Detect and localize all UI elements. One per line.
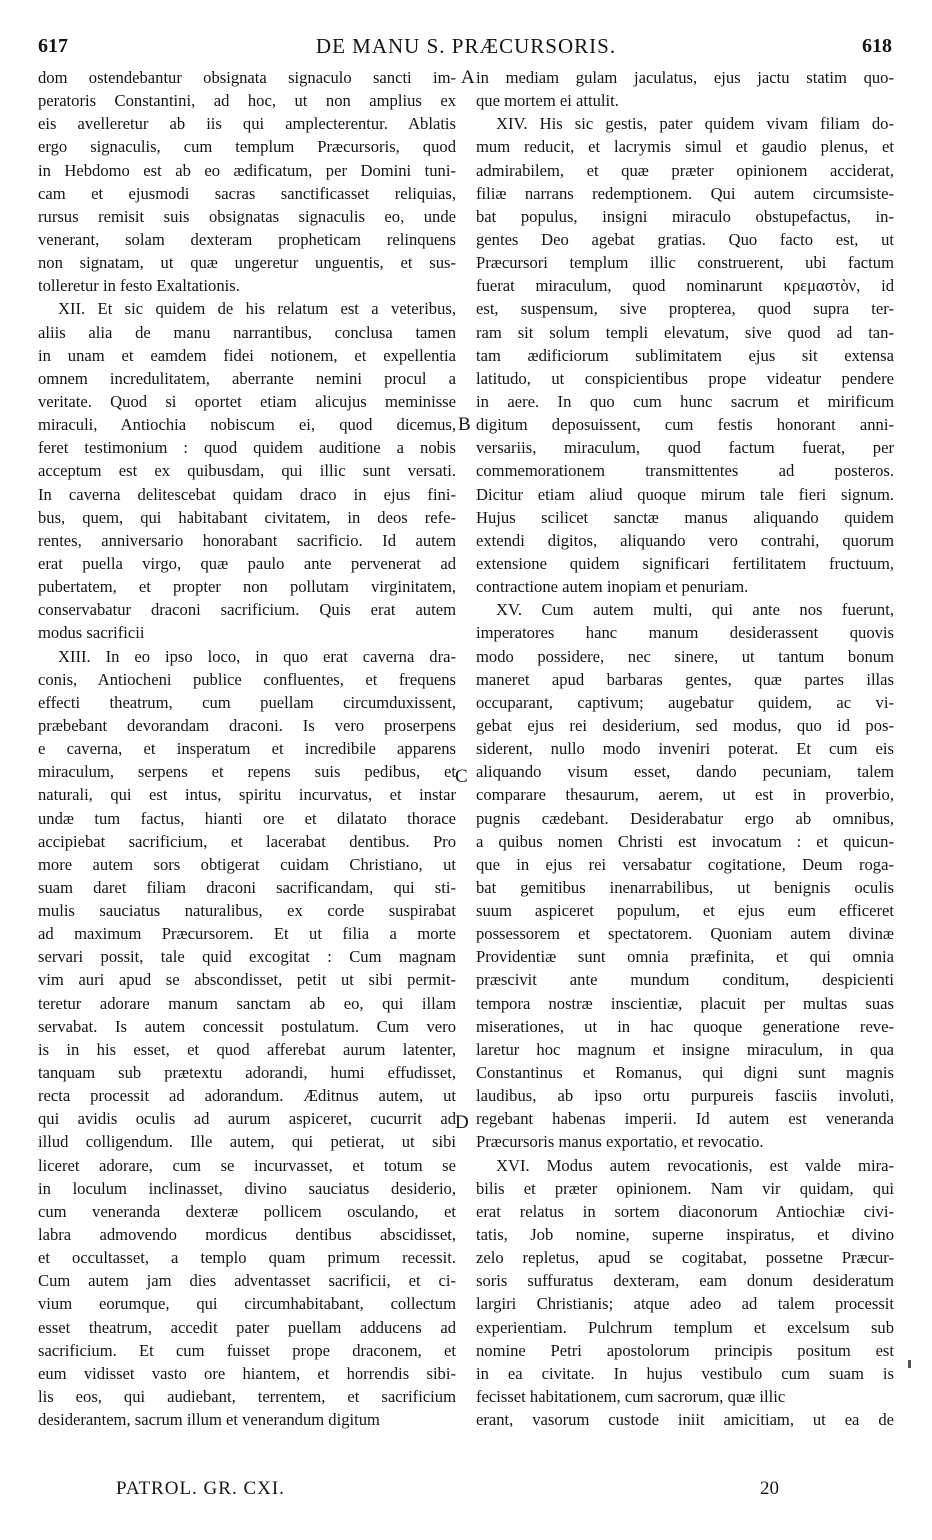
text-line: omnem incredulitatem, aberrante nemini procul a bbox=[38, 368, 456, 388]
text-line: filiæ narrans redemptionem. Qui autem circumsiste- bbox=[476, 183, 894, 203]
text-line: desiderantem, sacrum illum et venerandum digitum bbox=[38, 1410, 380, 1430]
text-line: effecti theatrum, cum puellam circumduxissent, bbox=[38, 692, 456, 712]
margin-marker-a: A bbox=[461, 67, 475, 88]
text-line: miserationes, ut in hac quoque generatione reve- bbox=[476, 1016, 894, 1036]
text-line: Providentiæ sunt omnia præfinita, et qui omnia bbox=[476, 947, 894, 967]
text-line: rentes, anniversario honorabant sacrificio. Id autem bbox=[38, 530, 456, 550]
text-line: que in ejus rei versabatur cogitatione, Deum roga- bbox=[476, 854, 894, 874]
text-line: tatis, Job nomine, superne inspiratus, et divino bbox=[476, 1225, 894, 1245]
text-line: eum vidisset vasto ore hiantem, et horrendis sibi- bbox=[38, 1363, 456, 1383]
text-line: accipiebat sacrificium, et lacerabat dentibus. Pro bbox=[38, 831, 456, 851]
text-line: non signatam, ut quæ ungeretur unguentis, et sus- bbox=[38, 253, 456, 273]
text-line: esset theatrum, accedit pater puellam adducens ad bbox=[38, 1317, 456, 1337]
text-line: In caverna delitescebat quidam draco in ejus fini- bbox=[38, 484, 456, 504]
text-line: possessorem et spectatorem. Quoniam autem divinæ bbox=[476, 924, 894, 944]
text-line: imperatores hanc manum desiderassent quovis bbox=[476, 623, 894, 643]
text-line: Præcursoris manus exportatio, et revocatio. bbox=[476, 1132, 764, 1152]
margin-marker-b: B bbox=[458, 414, 471, 435]
text-line: qui avidis oculis ad aurum aspiceret, cucurrit ad bbox=[38, 1109, 456, 1129]
right-page-number: 618 bbox=[862, 35, 892, 57]
text-line: que mortem ei attulit. bbox=[476, 91, 619, 111]
text-line: gebat ejus rei desiderium, sed modus, quo id pos- bbox=[476, 715, 894, 735]
text-line: sacrificium. Et cum fuisset prope draconem, et bbox=[38, 1340, 456, 1360]
text-line: versariis, miraculum, quod factum fuerat, per bbox=[476, 438, 894, 458]
footer-gathering: 20 bbox=[760, 1478, 779, 1499]
text-line: dom ostendebantur obsignata signaculo sancti im- bbox=[38, 68, 456, 87]
text-line: præbebant devorandam draconi. Is vero proserpens bbox=[38, 715, 456, 735]
text-line: servari possit, tale quid excogitat : Cum magnam bbox=[38, 947, 456, 967]
text-line: erat puella virgo, quæ paulo ante pervenerat ad bbox=[38, 553, 456, 573]
text-line: labra admovendo mordicus dentibus abscidisset, bbox=[38, 1225, 456, 1245]
text-line: more autem sors obtigerat cuidam Christiano, ut bbox=[38, 854, 456, 874]
text-line: admirabilem, et quæ præter opinionem acciderat, bbox=[476, 160, 894, 180]
text-line: is in his esset, et quod afferebat aurum latenter, bbox=[38, 1039, 456, 1059]
text-line: XIV. His sic gestis, pater quidem vivam filiam do- bbox=[496, 114, 894, 134]
text-line: regebant habenas imperii. Id autem est veneranda bbox=[476, 1109, 894, 1129]
text-line: maneret apud barbaras gentes, quæ partes illas bbox=[476, 669, 894, 689]
text-line: Constantinus et Romanus, qui digni sunt magnis bbox=[476, 1063, 894, 1083]
text-line: XVI. Modus autem revocationis, est valde mira- bbox=[496, 1155, 894, 1175]
text-line: contractione autem inopiam et penuriam. bbox=[476, 577, 749, 597]
text-line: Cum autem jam dies adventasset sacrificii, et ci- bbox=[38, 1271, 456, 1291]
text-line: erant, vasorum custode iniit amicitiam, ut ea de bbox=[476, 1410, 894, 1430]
text-line: ergo signaculis, cum templum Præcursoris, quod bbox=[38, 137, 456, 157]
margin-marker-c: C bbox=[455, 766, 468, 787]
text-line: XV. Cum autem multi, qui ante nos fuerunt, bbox=[496, 600, 894, 620]
text-line: et occultasset, a templo quam primum recessit. bbox=[38, 1248, 456, 1268]
text-line: laudibus, ab ipso ortu purpureis fasciis involuti, bbox=[476, 1086, 894, 1106]
text-line: Hujus scilicet sanctæ manus aliquando quidem bbox=[476, 507, 894, 527]
text-line: bus, quem, qui habitabant civitatem, in deos refe- bbox=[38, 507, 456, 527]
text-line: tanquam sub prætextu adorandi, humi effudisset, bbox=[38, 1063, 456, 1083]
text-line: extensione quidem significari fertilitatem fructuum, bbox=[476, 553, 894, 573]
text-line: Dicitur etiam aliud quoque mirum tale fieri signum. bbox=[476, 484, 894, 504]
text-line: modus sacrificii bbox=[38, 623, 145, 643]
text-line: tempora nostræ inscientiæ, placuit per multas suas bbox=[476, 993, 894, 1013]
text-line: miraculi, Antiochia nobiscum ei, quod dicemus, bbox=[38, 415, 456, 435]
text-line: fecisset habitationem, cum sacrorum, quæ illic bbox=[476, 1387, 786, 1407]
text-line: acceptum est ex quibusdam, qui illic sunt versati. bbox=[38, 461, 456, 481]
text-line: tolleretur in festo Exaltationis. bbox=[38, 276, 240, 296]
text-line: XII. Et sic quidem de his relatum est a veteribus, bbox=[58, 299, 456, 319]
text-line: in aere. In quo cum hunc sacrum et mirificum bbox=[476, 391, 894, 411]
text-line: gentes Deo agebat gratias. Quo facto est, ut bbox=[476, 229, 894, 249]
text-line: veritate. Quod si oportet etiam alicujus meminisse bbox=[38, 391, 456, 411]
text-line: venerant, solam dexteram propheticam relinquens bbox=[38, 229, 456, 249]
text-line: laretur hoc magnum et insigne miraculum, in qua bbox=[476, 1039, 894, 1059]
text-line: aliquando visum esset, dando pecuniam, talem bbox=[476, 762, 894, 782]
text-line: ad maximum Præcursorem. Et ut filia a morte bbox=[38, 924, 456, 944]
text-line: vium eorumque, qui circumhabitabant, collectum bbox=[38, 1294, 456, 1314]
text-line: eis avelleretur ab iis qui amplecterentur. Ablatis bbox=[38, 114, 456, 134]
text-line: e caverna, et insperatum et incredibile apparens bbox=[38, 739, 456, 759]
text-line: bat gemitibus inenarrabilibus, ut benignis oculis bbox=[476, 877, 894, 897]
text-line: suum aspiceret populum, et ejus eum efficeret bbox=[476, 901, 894, 921]
text-line: Præcursori templum illic construerent, ubi factum bbox=[476, 253, 894, 273]
text-line: pubertatem, et propter non pollutam virginitatem, bbox=[38, 577, 456, 597]
text-line: rursus remisit suis obsignatas signaculis eo, unde bbox=[38, 206, 456, 226]
text-line: nomine Petri apostolorum principis positum est bbox=[476, 1340, 894, 1360]
text-line: modo possidere, nec sinere, ut tantum bonum bbox=[476, 646, 894, 666]
text-line: latitudo, ut conspicientibus prope videatur pendere bbox=[476, 368, 894, 388]
footer-signature: PATROL. GR. CXI. bbox=[116, 1478, 285, 1499]
text-line: a quibus nomen Christi est invocatum : et quicun- bbox=[476, 831, 894, 851]
text-line: teretur adorare manum sanctam ab eo, qui illam bbox=[38, 993, 456, 1013]
text-line: naturali, qui est intus, spiritu incurvatus, et instar bbox=[38, 785, 456, 805]
left-column bbox=[38, 66, 456, 1431]
text-line: in mediam gulam jaculatus, ejus jactu statim quo- bbox=[476, 68, 894, 87]
text-line: miraculum, serpens et repens suis pedibus, et bbox=[38, 762, 456, 782]
text-line: in loculum inclinasset, divino sauciatus desiderio, bbox=[38, 1178, 456, 1198]
text-line: conservabatur draconi sacrificium. Quis erat autem bbox=[38, 600, 456, 620]
text-line: bilis et præter opinionem. Nam vir quidam, qui bbox=[476, 1178, 894, 1198]
text-line: peratoris Constantini, ad hoc, ut non amplius ex bbox=[38, 91, 456, 111]
text-line: servabat. Is autem concessit postulatum. Cum vero bbox=[38, 1016, 456, 1036]
running-title: DE MANU S. PRÆCURSORIS. bbox=[315, 34, 617, 58]
text-line: lis eos, qui audiebant, terrentem, et sacrificium bbox=[38, 1387, 456, 1407]
text-line: præscivit ante mundum conditum, despicienti bbox=[476, 970, 894, 990]
text-line: in unam et eamdem fidei notionem, et expellentia bbox=[38, 345, 456, 365]
text-line: occuparant, captivum; augebatur quidem, ac vi- bbox=[476, 692, 894, 712]
text-line: feret testimonium : quod quidem auditione a nobis bbox=[38, 438, 456, 458]
text-line: tam ædificiorum sublimitatem ejus sit extensa bbox=[476, 345, 894, 365]
text-line: largiri Christianis; atque adeo ad talem processit bbox=[476, 1294, 894, 1314]
ink-speck bbox=[908, 1360, 911, 1368]
text-line: mulis sauciatus naturalibus, ex corde suspirabat bbox=[38, 901, 456, 921]
text-line: mum reducit, et lacrymis simul et gaudio plenus, et bbox=[476, 137, 894, 157]
text-line: fuerat miraculum, quod nominarunt κρεμαστὸν, id bbox=[476, 276, 894, 296]
text-line: vim auri apud se abscondisset, petit ut sibi permit- bbox=[38, 970, 456, 990]
text-line: cum veneranda dexteræ pollicem osculando, et bbox=[38, 1201, 456, 1221]
text-line: illud colligendum. Ille autem, qui petierat, ut sibi bbox=[38, 1132, 456, 1152]
text-line: zelo repletus, apud se cogitabat, possetne Præcur- bbox=[476, 1248, 894, 1268]
text-line: est, suspensum, sive propterea, quod supra ter- bbox=[476, 299, 894, 319]
text-line: commemorationem transmittentes ad posteros. bbox=[476, 461, 894, 481]
text-line: aliis alia de manu narrantibus, conclusa tamen bbox=[38, 322, 456, 342]
text-line: recta processit ad adorandum. Æditnus autem, ut bbox=[38, 1086, 456, 1106]
text-line: siderent, nullo modo inveniri poterat. Et cum eis bbox=[476, 739, 894, 759]
text-line: extendi digitos, aliquando vero contrahi, quorum bbox=[476, 530, 894, 550]
text-line: erat relatus in sortem diaconorum Antiochiæ civi- bbox=[476, 1201, 894, 1221]
left-page-number: 617 bbox=[38, 35, 68, 57]
text-line: suam daret filiam draconi sacrificandam, qui sti- bbox=[38, 877, 456, 897]
text-line: XIII. In eo ipso loco, in quo erat caverna dra- bbox=[58, 646, 456, 666]
text-line: ram sit solum templi elevatum, sive quod ad tan- bbox=[476, 322, 894, 342]
text-line: liceret adorare, cum se incurvasset, et totum se bbox=[38, 1155, 456, 1175]
margin-marker-d: D bbox=[455, 1112, 469, 1133]
text-line: soris suffuratus dexteram, eam donum desideratum bbox=[476, 1271, 894, 1291]
text-line: digitum deposuissent, cum festis honorant anni- bbox=[476, 415, 894, 435]
text-line: pugnis cædebant. Desiderabatur ergo ab omnibus, bbox=[476, 808, 894, 828]
text-line: undæ tum factus, hianti ore et dilatato thorace bbox=[38, 808, 456, 828]
text-line: bat populus, insigni miraculo obstupefactus, in- bbox=[476, 206, 894, 226]
text-line: in ea civitate. In hujus vestibulo cum suam is bbox=[476, 1363, 894, 1383]
text-line: in Hebdomo est ab eo ædificatum, per Domini tuni- bbox=[38, 160, 456, 180]
text-line: experientiam. Pulchrum templum et excelsum sub bbox=[476, 1317, 894, 1337]
text-line: cam et ejusmodi sacras sanctificasset reliquias, bbox=[38, 183, 456, 203]
text-line: conis, Antiocheni publice confluentes, et frequens bbox=[38, 669, 456, 689]
text-line: comparare thesaurum, aerem, ut est in proverbio, bbox=[476, 785, 894, 805]
right-column bbox=[476, 66, 894, 1431]
